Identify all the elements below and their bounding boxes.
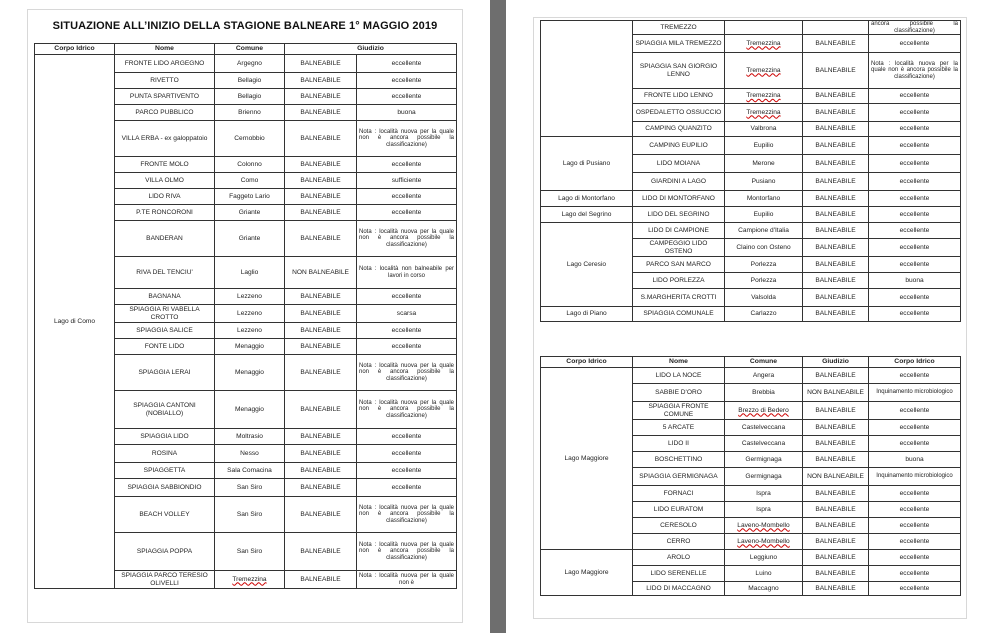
comune-cell: Porlezza: [725, 273, 803, 289]
giudizio-cell: eccellente: [869, 436, 961, 452]
comune-cell: Moltrasio: [215, 429, 285, 445]
comune-cell: Brezzo di Bedero: [725, 402, 803, 420]
giudizio-cell: eccellente: [357, 189, 457, 205]
giudizio-cell: eccellente: [869, 566, 961, 582]
comune-cell: Tremezzina: [725, 53, 803, 89]
giudizio-cell: eccellente: [869, 173, 961, 191]
nome-cell: RIVA DEL TENCIU': [115, 257, 215, 289]
stato-cell: BALNEABILE: [803, 452, 869, 468]
giudizio-cell: eccellente: [869, 534, 961, 550]
giudizio-cell: eccellente: [869, 402, 961, 420]
nome-cell: SPIAGGIA LIDO: [115, 429, 215, 445]
document-page-left: [28, 10, 462, 622]
stato-cell: BALNEABILE: [285, 173, 357, 189]
stato-cell: [803, 21, 869, 35]
giudizio-cell: eccellente: [357, 73, 457, 89]
nome-cell: GIARDINI A LAGO: [633, 173, 725, 191]
nome-cell: BEACH VOLLEY: [115, 497, 215, 533]
giudizio-cell: Nota : località non balneabile per lavori in corso: [357, 257, 457, 289]
comune-cell: Tremezzina: [215, 571, 285, 589]
page-gap-divider: [490, 0, 506, 633]
nome-cell: SPIAGGIA LERAI: [115, 355, 215, 391]
stato-cell: NON BALNEABILE: [803, 384, 869, 402]
giudizio-cell: Nota : località nuova per la quale non è ancora possibile la classificazione): [357, 497, 457, 533]
table-row: [541, 223, 961, 239]
stato-cell: BALNEABILE: [803, 137, 869, 155]
table-row: [541, 368, 961, 384]
nome-cell: LIDO II: [633, 436, 725, 452]
table-row: [541, 137, 961, 155]
giudizio-cell: eccellente: [869, 122, 961, 137]
stato-cell: BALNEABILE: [285, 55, 357, 73]
nome-cell: AROLO: [633, 550, 725, 566]
header-giudizio: Giudizio: [285, 44, 457, 55]
nome-cell: FRONTE LIDO LENNO: [633, 89, 725, 104]
comune-cell: Germignaga: [725, 468, 803, 486]
stato-cell: BALNEABILE: [803, 502, 869, 518]
table-row: [541, 21, 961, 35]
nome-cell: SPIAGGIA POPPA: [115, 533, 215, 571]
comune-cell: Como: [215, 173, 285, 189]
giudizio-cell: eccellente: [869, 368, 961, 384]
stato-cell: BALNEABILE: [803, 104, 869, 122]
corpo-idrico-cell: Lago di Pusiano: [541, 137, 633, 191]
nome-cell: LIDO DI CAMPIONE: [633, 223, 725, 239]
corpo-idrico-cell: Lago di Montorfano: [541, 191, 633, 207]
stato-cell: BALNEABILE: [803, 289, 869, 307]
nome-cell: BAGNANA: [115, 289, 215, 305]
nome-cell: SPIAGGIA SABBIONDIO: [115, 479, 215, 497]
comune-cell: Tremezzina: [725, 89, 803, 104]
comune-cell: Ispra: [725, 502, 803, 518]
stato-cell: BALNEABILE: [803, 420, 869, 436]
header-nome: Nome: [115, 44, 215, 55]
table-row: [541, 307, 961, 322]
comune-cell: Tremezzina: [725, 104, 803, 122]
comune-cell: Griante: [215, 221, 285, 257]
nome-cell: P.TE RONCORONI: [115, 205, 215, 221]
giudizio-cell: eccellente: [869, 191, 961, 207]
comune-cell: Castelveccana: [725, 420, 803, 436]
stato-cell: BALNEABILE: [285, 157, 357, 173]
nome-cell: OSPEDALETTO OSSUCCIO: [633, 104, 725, 122]
comune-cell: Faggeto Lario: [215, 189, 285, 205]
bathing-water-table-right-top: [540, 20, 961, 322]
stato-cell: BALNEABILE: [285, 105, 357, 121]
nome-cell: CERRO: [633, 534, 725, 550]
stato-cell: BALNEABILE: [803, 239, 869, 257]
stato-cell: BALNEABILE: [803, 550, 869, 566]
corpo-idrico-cell: Lago Maggiore: [541, 550, 633, 596]
giudizio-cell: eccellente: [869, 518, 961, 534]
comune-cell: Germignaga: [725, 452, 803, 468]
comune-cell: Laglio: [215, 257, 285, 289]
nome-cell: SPIAGGETTA: [115, 463, 215, 479]
giudizio-cell: eccellente: [357, 157, 457, 173]
stato-cell: BALNEABILE: [803, 191, 869, 207]
header-nome: Nome: [633, 357, 725, 368]
comune-cell: San Siro: [215, 479, 285, 497]
stato-cell: BALNEABILE: [803, 155, 869, 173]
comune-cell: Brienno: [215, 105, 285, 121]
stato-cell: BALNEABILE: [803, 53, 869, 89]
giudizio-cell: eccellente: [869, 104, 961, 122]
giudizio-cell: eccellente: [869, 502, 961, 518]
table-row: [35, 55, 457, 73]
comune-cell: Campione d'Italia: [725, 223, 803, 239]
stato-cell: NON BALNEABILE: [285, 257, 357, 289]
giudizio-cell: Nota : località nuova per la quale non è ancora possibile la classificazione): [357, 121, 457, 157]
nome-cell: LIDO PORLEZZA: [633, 273, 725, 289]
comune-cell: Colonno: [215, 157, 285, 173]
nome-cell: FORNACI: [633, 486, 725, 502]
nome-cell: VILLA OLMO: [115, 173, 215, 189]
giudizio-cell: eccellente: [869, 289, 961, 307]
comune-cell: Menaggio: [215, 339, 285, 355]
stato-cell: BALNEABILE: [285, 189, 357, 205]
comune-cell: Lezzeno: [215, 289, 285, 305]
giudizio-cell: eccellente: [869, 223, 961, 239]
giudizio-cell: eccellente: [357, 445, 457, 463]
comune-cell: Porlezza: [725, 257, 803, 273]
nome-cell: LIDO RIVA: [115, 189, 215, 205]
stato-cell: BALNEABILE: [803, 486, 869, 502]
nome-cell: SPIAGGIA GERMIGNAGA: [633, 468, 725, 486]
nome-cell: RIVETTO: [115, 73, 215, 89]
nome-cell: SABBIE D'ORO: [633, 384, 725, 402]
corpo-idrico-cell: Lago del Segrino: [541, 207, 633, 223]
comune-cell: Laveno-Mombello: [725, 534, 803, 550]
corpo-idrico-cell: [541, 21, 633, 137]
giudizio-cell: eccellente: [869, 582, 961, 596]
stato-cell: BALNEABILE: [285, 571, 357, 589]
header-corpo-idrico-2: Corpo Idrico: [869, 357, 961, 368]
stato-cell: BALNEABILE: [285, 355, 357, 391]
nome-cell: SPIAGGIA PARCO TERESIO OLIVELLI: [115, 571, 215, 589]
nome-cell: SPIAGGIA RI VABELLA CROTTO: [115, 305, 215, 323]
stato-cell: BALNEABILE: [803, 402, 869, 420]
stato-cell: BALNEABILE: [285, 205, 357, 221]
document-page-right: [534, 18, 966, 618]
nome-cell: ROSINA: [115, 445, 215, 463]
corpo-idrico-cell: Lago di Piano: [541, 307, 633, 322]
stato-cell: BALNEABILE: [803, 89, 869, 104]
comune-cell: Laveno-Mombello: [725, 518, 803, 534]
giudizio-cell: Nota : località nuova per la quale non è ancora possibile la classificazione): [869, 53, 961, 89]
nome-cell: S.MARGHERITA CROTTI: [633, 289, 725, 307]
comune-cell: Leggiuno: [725, 550, 803, 566]
header-corpo-idrico: Corpo Idrico: [35, 44, 115, 55]
giudizio-cell: ancora possibile la classificazione): [869, 21, 961, 35]
stato-cell: BALNEABILE: [803, 207, 869, 223]
table-row: [541, 207, 961, 223]
giudizio-cell: eccellente: [357, 463, 457, 479]
giudizio-cell: Inquinamento microbiologico: [869, 468, 961, 486]
stato-cell: BALNEABILE: [803, 582, 869, 596]
table-row: [541, 191, 961, 207]
giudizio-cell: eccellente: [869, 155, 961, 173]
giudizio-cell: eccellente: [357, 89, 457, 105]
giudizio-cell: Nota : località nuova per la quale non è ancora possibile la classificazione): [357, 355, 457, 391]
giudizio-cell: eccellente: [357, 479, 457, 497]
corpo-idrico-cell: Lago di Como: [35, 55, 115, 589]
stato-cell: BALNEABILE: [803, 122, 869, 137]
nome-cell: FONTE LIDO: [115, 339, 215, 355]
comune-cell: Valsolda: [725, 289, 803, 307]
comune-cell: Tremezzina: [725, 35, 803, 53]
comune-cell: Griante: [215, 205, 285, 221]
document-title: SITUAZIONE ALL’INIZIO DELLA STAGIONE BALNEARE 1° MAGGIO 2019: [52, 20, 438, 32]
comune-cell: Valbrona: [725, 122, 803, 137]
giudizio-cell: eccellente: [357, 205, 457, 221]
comune-cell: Castelveccana: [725, 436, 803, 452]
nome-cell: CAMPING QUANZITO: [633, 122, 725, 137]
comune-cell: San Siro: [215, 533, 285, 571]
giudizio-cell: buona: [357, 105, 457, 121]
stato-cell: NON BALNEABILE: [803, 468, 869, 486]
comune-cell: Claino con Osteno: [725, 239, 803, 257]
nome-cell: 5 ARCATE: [633, 420, 725, 436]
comune-cell: Maccagno: [725, 582, 803, 596]
comune-cell: Menaggio: [215, 391, 285, 429]
stato-cell: BALNEABILE: [285, 339, 357, 355]
stato-cell: BALNEABILE: [285, 445, 357, 463]
comune-cell: Nesso: [215, 445, 285, 463]
giudizio-cell: eccellente: [357, 429, 457, 445]
comune-cell: Argegno: [215, 55, 285, 73]
nome-cell: TREMEZZO: [633, 21, 725, 35]
giudizio-cell: eccellente: [869, 239, 961, 257]
stato-cell: BALNEABILE: [285, 289, 357, 305]
comune-cell: Luino: [725, 566, 803, 582]
header-comune: Comune: [215, 44, 285, 55]
nome-cell: LIDO DI MACCAGNO: [633, 582, 725, 596]
stato-cell: BALNEABILE: [803, 368, 869, 384]
stato-cell: BALNEABILE: [285, 221, 357, 257]
corpo-idrico-cell: Lago Ceresio: [541, 223, 633, 307]
stato-cell: BALNEABILE: [803, 35, 869, 53]
comune-cell: Ispra: [725, 486, 803, 502]
header-comune: Comune: [725, 357, 803, 368]
nome-cell: LIDO DI MONTORFANO: [633, 191, 725, 207]
nome-cell: BANDERAN: [115, 221, 215, 257]
nome-cell: LIDO EURATOM: [633, 502, 725, 518]
comune-cell: Angera: [725, 368, 803, 384]
comune-cell: Bellagio: [215, 89, 285, 105]
nome-cell: VILLA ERBA - ex galoppatoio: [115, 121, 215, 157]
nome-cell: LIDO MOIANA: [633, 155, 725, 173]
comune-cell: Menaggio: [215, 355, 285, 391]
stato-cell: BALNEABILE: [285, 121, 357, 157]
stato-cell: BALNEABILE: [803, 534, 869, 550]
stato-cell: BALNEABILE: [285, 479, 357, 497]
giudizio-cell: Nota : località nuova per la quale non è: [357, 571, 457, 589]
giudizio-cell: eccellente: [357, 289, 457, 305]
table-header-row: [541, 357, 961, 368]
nome-cell: LIDO DEL SEGRINO: [633, 207, 725, 223]
comune-cell: Pusiano: [725, 173, 803, 191]
nome-cell: FRONTE MOLO: [115, 157, 215, 173]
stato-cell: BALNEABILE: [285, 429, 357, 445]
comune-cell: Lezzeno: [215, 305, 285, 323]
stato-cell: BALNEABILE: [803, 436, 869, 452]
giudizio-cell: eccellente: [357, 55, 457, 73]
comune-cell: Cernobbio: [215, 121, 285, 157]
giudizio-cell: Nota : località nuova per la quale non è ancora possibile la classificazione): [357, 221, 457, 257]
header-giudizio: Giudizio: [803, 357, 869, 368]
giudizio-cell: eccellente: [357, 339, 457, 355]
comune-cell: San Siro: [215, 497, 285, 533]
comune-cell: Montorfano: [725, 191, 803, 207]
comune-cell: Eupilio: [725, 207, 803, 223]
comune-cell: Brebbia: [725, 384, 803, 402]
giudizio-cell: scarsa: [357, 305, 457, 323]
comune-cell: Merone: [725, 155, 803, 173]
giudizio-cell: Nota : località nuova per la quale non è ancora possibile la classificazione): [357, 533, 457, 571]
giudizio-cell: buona: [869, 452, 961, 468]
giudizio-cell: eccellente: [869, 550, 961, 566]
stato-cell: BALNEABILE: [803, 257, 869, 273]
stato-cell: BALNEABILE: [285, 305, 357, 323]
bathing-water-table-right-bottom: [540, 356, 961, 596]
nome-cell: FRONTE LIDO ARGEGNO: [115, 55, 215, 73]
stato-cell: BALNEABILE: [803, 307, 869, 322]
nome-cell: CAMPING EUPILIO: [633, 137, 725, 155]
nome-cell: BOSCHETTINO: [633, 452, 725, 468]
table-row: [541, 550, 961, 566]
bathing-water-table-left: [34, 43, 457, 589]
comune-cell: Bellagio: [215, 73, 285, 89]
comune-cell: Eupilio: [725, 137, 803, 155]
header-corpo-idrico: Corpo Idrico: [541, 357, 633, 368]
stato-cell: BALNEABILE: [285, 89, 357, 105]
giudizio-cell: eccellente: [869, 89, 961, 104]
stato-cell: BALNEABILE: [803, 518, 869, 534]
giudizio-cell: eccellente: [869, 307, 961, 322]
comune-cell: Carlazzo: [725, 307, 803, 322]
giudizio-cell: eccellente: [869, 486, 961, 502]
stato-cell: BALNEABILE: [803, 223, 869, 239]
nome-cell: PARCO SAN MARCO: [633, 257, 725, 273]
stato-cell: BALNEABILE: [803, 566, 869, 582]
giudizio-cell: eccellente: [869, 35, 961, 53]
stato-cell: BALNEABILE: [803, 173, 869, 191]
giudizio-cell: buona: [869, 273, 961, 289]
stato-cell: BALNEABILE: [285, 391, 357, 429]
nome-cell: PUNTA SPARTIVENTO: [115, 89, 215, 105]
stato-cell: BALNEABILE: [285, 323, 357, 339]
comune-cell: Sala Comacina: [215, 463, 285, 479]
giudizio-cell: eccellente: [869, 137, 961, 155]
nome-cell: SPIAGGIA SAN GIORGIO LENNO: [633, 53, 725, 89]
giudizio-cell: sufficiente: [357, 173, 457, 189]
nome-cell: PARCO PUBBLICO: [115, 105, 215, 121]
nome-cell: SPIAGGIA COMUNALE: [633, 307, 725, 322]
comune-cell: Lezzeno: [215, 323, 285, 339]
giudizio-cell: Inquinamento microbiologico: [869, 384, 961, 402]
nome-cell: SPIAGGIA SALICE: [115, 323, 215, 339]
giudizio-cell: eccellente: [869, 207, 961, 223]
stato-cell: BALNEABILE: [285, 497, 357, 533]
stato-cell: BALNEABILE: [285, 73, 357, 89]
nome-cell: SPIAGGIA FRONTE COMUNE: [633, 402, 725, 420]
giudizio-cell: Nota : località nuova per la quale non è ancora possibile la classificazione): [357, 391, 457, 429]
nome-cell: LIDO SERENELLE: [633, 566, 725, 582]
nome-cell: CERESOLO: [633, 518, 725, 534]
comune-cell: [725, 21, 803, 35]
giudizio-cell: eccellente: [357, 323, 457, 339]
stato-cell: BALNEABILE: [285, 463, 357, 479]
nome-cell: LIDO LA NOCE: [633, 368, 725, 384]
giudizio-cell: eccellente: [869, 420, 961, 436]
nome-cell: CAMPEGGIO LIDO OSTENO: [633, 239, 725, 257]
giudizio-cell: eccellente: [869, 257, 961, 273]
stato-cell: BALNEABILE: [803, 273, 869, 289]
stato-cell: BALNEABILE: [285, 533, 357, 571]
nome-cell: SPIAGGIA CANTONI (NOBIALLO): [115, 391, 215, 429]
corpo-idrico-cell: Lago Maggiore: [541, 368, 633, 550]
nome-cell: SPIAGGIA MILA TREMEZZO: [633, 35, 725, 53]
table-header-row: [35, 44, 457, 55]
